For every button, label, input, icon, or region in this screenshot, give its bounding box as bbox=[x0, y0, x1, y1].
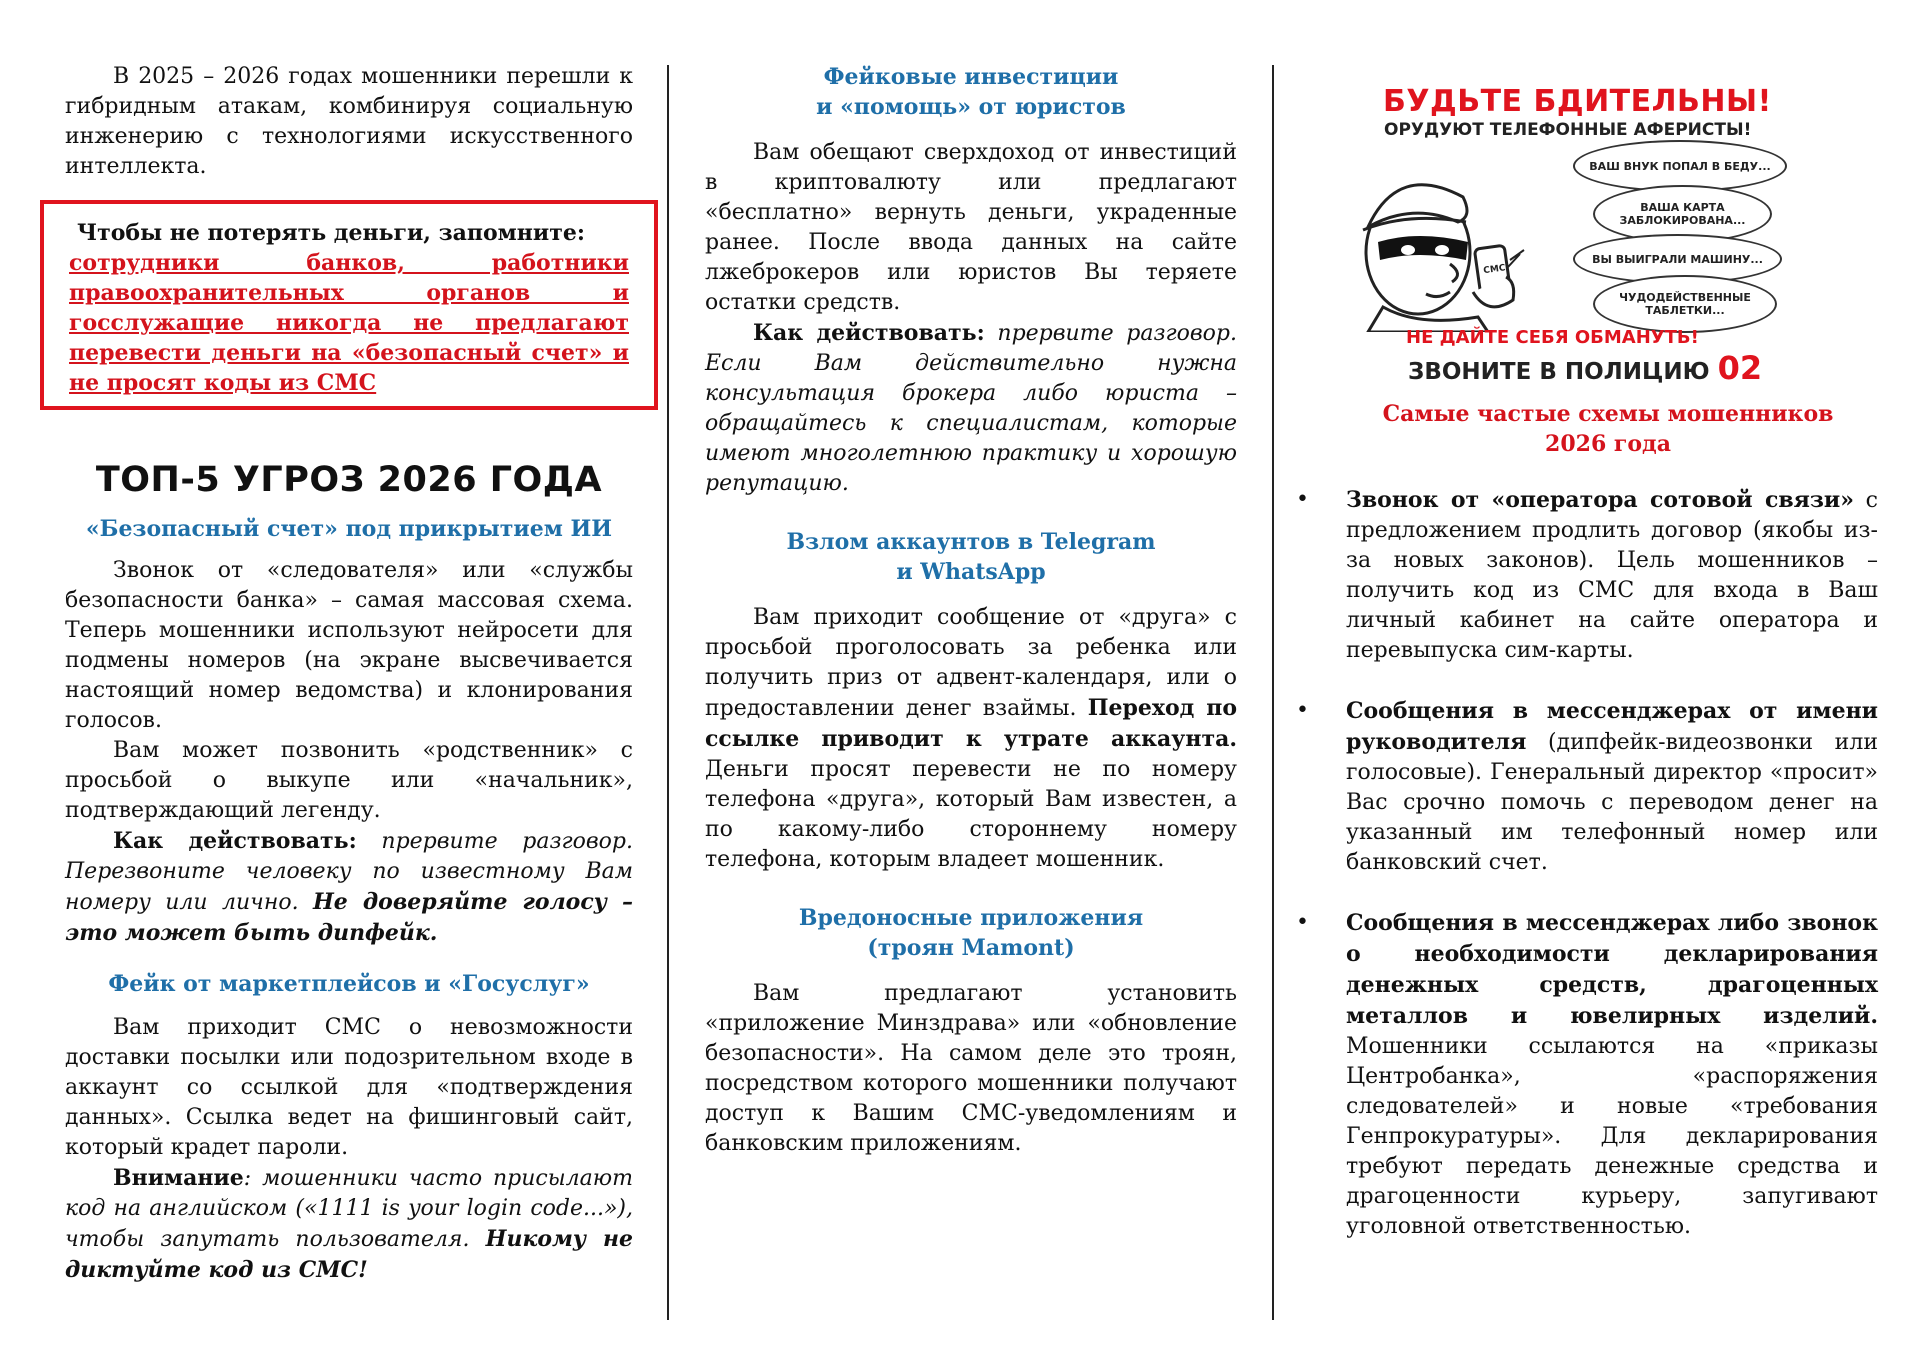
scheme-bold: Сообщения в мессенджерах от имени руководителя bbox=[1346, 698, 1878, 755]
scheme-text: Мошенники ссылаются на «приказы Центробанка», «распоряжения следователей» и новые «требования Генпрокуратуры». Для декларирования требуют передать денежные средства и драгоценности курьеру, запугивают уголовной ответственностью. bbox=[1346, 1034, 1878, 1239]
police-number: 02 bbox=[1717, 349, 1763, 387]
threat3-title-line2: и «помощь» от юристов bbox=[816, 94, 1126, 120]
scheme-text: (дипфейк-видеозвонки или голосовые). Генеральный директор «просит» Вас срочно помочь с переводом денег на указанный им телефонный номер или банковский счет. bbox=[1346, 730, 1878, 875]
threat1-action bbox=[65, 826, 633, 949]
poster-call bbox=[1408, 349, 1762, 387]
threat2-attention bbox=[65, 1163, 633, 1286]
warning-box-text: сотрудники банков, работники правоохранительных органов и госслужащие никогда не предлагают перевести деньги на «безопасный счет» и не просят коды из СМС bbox=[69, 250, 629, 396]
threat5-title-line2: (троян Mamont) bbox=[867, 935, 1075, 961]
threat4-bold: Переход по ссылке приводит к утрате аккаунта. bbox=[705, 695, 1237, 752]
threat1-paragraph1: Звонок от «следователя» или «службы безопасности банка» – самая массовая схема. Теперь мошенники используют нейросети для подмены номеров (на экране высвечивается настоящий номер ведомства) и клонирования голосов. bbox=[65, 558, 633, 733]
threat4-text2: Деньги просят перевести не по номеру телефона «друга», который Вам известен, а по какому-либо стороннему номеру телефона, которым владеет мошенник. bbox=[705, 757, 1237, 872]
schemes-title-line2: 2026 года bbox=[1545, 431, 1671, 457]
threat3-paragraph1: Вам обещают сверхдоход от инвестиций в криптовалюту или предлагают «бесплатно» вернуть деньги, украденные ранее. После ввода данных на сайте лжеброкеров или юристов Вы теряете остатки средств. bbox=[705, 140, 1237, 315]
threat2-attention-text: : мошенники часто присылают код на английском («1111 is your login code...»), чтобы запутать пользователя. bbox=[65, 1166, 633, 1252]
column-middle bbox=[705, 62, 1237, 1159]
warning-box bbox=[40, 200, 658, 410]
scheme-text: с предложением продлить договор (якобы из-за новых законов). Цель мошенников – получить код из СМС для входа в Ваш личный кабинет на сайте оператора и перевыпуска сим-карты. bbox=[1346, 488, 1878, 663]
column-left bbox=[65, 62, 633, 1286]
speech-bubble-grandson: ВАШ ВНУК ПОПАЛ В БЕДУ... bbox=[1573, 140, 1787, 192]
poster-subhead: ОРУДУЮТ ТЕЛЕФОННЫЕ АФЕРИСТЫ! bbox=[1384, 120, 1752, 140]
threat5-paragraph: Вам предлагают установить «приложение Минздрава» или «обновление безопасности». На самом деле это троян, посредством которого мошенники получают доступ к Вашим СМС-уведомлениям и банковским приложениям. bbox=[705, 981, 1237, 1156]
schemes-title bbox=[1338, 399, 1878, 459]
column-right bbox=[1338, 62, 1878, 1272]
threat2-title: Фейк от маркетплейсов и «Госуслуг» bbox=[108, 971, 590, 997]
threat3-action bbox=[705, 318, 1237, 499]
warning-box-title: Чтобы не потерять деньги, запомните: bbox=[77, 220, 585, 246]
threat4-title-line2: и WhatsApp bbox=[896, 559, 1046, 585]
threat3-action-text: прервите разговор. Если Вам действительно нужна консультация брокера либо юриста – обращайтесь к специалистам, которые имеют многолетнюю практику и хорошую репутацию. bbox=[705, 321, 1237, 496]
threat3-action-label: Как действовать: bbox=[753, 320, 985, 346]
top5-heading: ТОП-5 УГРОЗ 2026 ГОДА bbox=[95, 460, 603, 500]
schemes-list bbox=[1338, 485, 1878, 1242]
poster-headline: БУДЬТЕ БДИТЕЛЬНЫ! bbox=[1383, 84, 1772, 119]
threat4-text1: Вам приходит сообщение от «друга» с просьбой проголосовать за ребенка или получить приз от адвент-календаря, или о предоставлении денег взаймы. bbox=[705, 605, 1237, 721]
warning-poster bbox=[1338, 62, 1863, 387]
phone-sms-label: СМС bbox=[1482, 263, 1507, 277]
list-item bbox=[1338, 485, 1878, 666]
threat1-action-text: прервите разговор. Перезвоните человеку по известному Вам номеру или лично. bbox=[65, 829, 633, 915]
list-item bbox=[1338, 908, 1878, 1242]
threat2-paragraph1: Вам приходит СМС о невозможности доставки посылки или подозрительном входе в аккаунт со ссылкой для «подтверждения данных». Ссылка ведет на фишинговый сайт, который крадет пароли. bbox=[65, 1015, 633, 1160]
speech-bubble-card-blocked: ВАША КАРТА ЗАБЛОКИРОВАНА... bbox=[1593, 185, 1772, 243]
speech-bubble-pills: ЧУДОДЕЙСТВЕННЫЕ ТАБЛЕТКИ... bbox=[1593, 275, 1777, 333]
fraudster-illustration bbox=[1338, 142, 1598, 332]
column-divider-left bbox=[667, 65, 669, 1320]
scheme-bold: Сообщения в мессенджерах либо звонок о необходимости декларирования денежных средств, драгоценных металлов и ювелирных изделий. bbox=[1346, 910, 1878, 1029]
schemes-title-line1: Самые частые схемы мошенников bbox=[1382, 401, 1834, 427]
threat1-paragraph2: Вам может позвонить «родственник» с просьбой о выкупе или «начальник», подтверждающий легенду. bbox=[65, 738, 633, 823]
poster-warning: НЕ ДАЙТЕ СЕБЯ ОБМАНУТЬ! bbox=[1406, 327, 1699, 348]
threat4-title-line1: Взлом аккаунтов в Telegram bbox=[786, 529, 1156, 555]
threat1-action-label: Как действовать: bbox=[113, 828, 357, 854]
threat1-title: «Безопасный счет» под прикрытием ИИ bbox=[85, 516, 613, 542]
threat2-attention-label: Внимание bbox=[113, 1165, 244, 1191]
threat1-action-bold: Не доверяйте голосу – это может быть дипфейк. bbox=[65, 889, 633, 946]
threat3-title-line1: Фейковые инвестиции bbox=[823, 64, 1119, 90]
list-item bbox=[1338, 696, 1878, 878]
column-divider-right bbox=[1272, 65, 1274, 1320]
scheme-bold: Звонок от «оператора сотовой связи» bbox=[1346, 487, 1854, 513]
threat2-attention-bold: Никому не диктуйте код из СМС! bbox=[65, 1226, 633, 1283]
threat4-paragraph bbox=[705, 603, 1237, 875]
speech-bubble-won-car: ВЫ ВЫИГРАЛИ МАШИНУ... bbox=[1573, 234, 1782, 284]
intro-paragraph: В 2025 – 2026 годах мошенники перешли к гибридным атакам, комбинируя социальную инженерию с технологиями искусственного интеллекта. bbox=[65, 64, 633, 179]
poster-call-text: ЗВОНИТЕ В ПОЛИЦИЮ bbox=[1408, 359, 1710, 385]
threat5-title-line1: Вредоносные приложения bbox=[798, 905, 1144, 931]
